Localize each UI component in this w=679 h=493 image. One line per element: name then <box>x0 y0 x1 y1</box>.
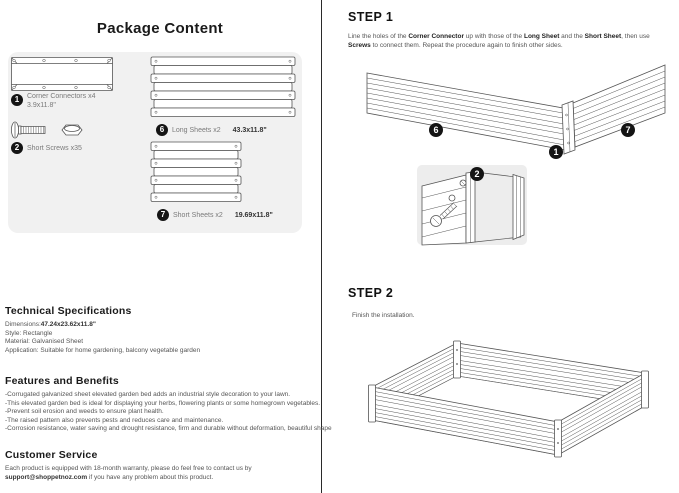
step1-label-long-sheet: 6 <box>429 123 443 137</box>
part-2-label <box>27 144 82 153</box>
spec-dimensions: Dimensions:47.24x23.62x11.8" <box>5 321 96 328</box>
part-7-badge: 7 <box>157 209 169 221</box>
part-1-name: Corner Connectors x4 <box>27 93 96 100</box>
support-email: support@shoppetnoz.com <box>5 473 88 481</box>
specs-heading: Technical Specifications <box>5 305 132 317</box>
corner-connector-diagram <box>10 55 114 93</box>
part-2-badge: 2 <box>11 142 23 154</box>
page-title: Package Content <box>96 20 224 37</box>
part-7-dim: 19.69x11.8" <box>234 212 273 219</box>
long-sheet-diagram <box>150 56 296 120</box>
feature-item: -Corrugated galvanized sheet elevated garden bed adds an industrial style decoration to your lawn. <box>5 391 291 398</box>
feature-item: -This elevated garden bed is ideal for displaying your herbs, flowering plants or some homegrown vegetables. <box>5 399 321 407</box>
step2-instructions: Finish the installation. <box>352 312 415 319</box>
part-7-name: Short Sheets x2 <box>173 212 223 219</box>
features-heading: Features and Benefits <box>5 375 119 387</box>
spec-application: Application: Suitable for home gardening, balcony vegetable garden <box>5 346 201 354</box>
part-1-label <box>27 92 95 110</box>
part-2-name: Short Screws x35 <box>27 145 82 152</box>
part-6-badge: 6 <box>156 124 168 136</box>
part-6-label <box>172 126 267 135</box>
part-6-name: Long Sheets x2 <box>172 127 221 134</box>
feature-item: -The raised pattern also prevents pests and reduces care and maintenance. <box>5 416 224 424</box>
part-6-dim: 43.3x11.8" <box>232 127 267 134</box>
feature-item: -Prevent soil erosion and weeds to ensure plant health. <box>5 408 164 416</box>
short-sheet-diagram <box>150 141 242 205</box>
step1-diagram <box>340 55 679 290</box>
step1-instructions: Line the holes of the Corner Connector up with those of the Long Sheet and the Short Sheet, then use Screws to connect them. Repeat the procedure again to finish other sides. <box>348 33 650 49</box>
package-content-box <box>8 52 302 233</box>
part-7-label <box>173 211 273 220</box>
service-heading: Customer Service <box>5 449 98 461</box>
feature-item: -Corrosion resistance, water saving and drought resistance, firm and durable without deformation, beautiful shape <box>5 425 332 433</box>
step1-label-corner-connector: 1 <box>549 145 563 159</box>
step1-label-short-sheet: 7 <box>621 123 635 137</box>
part-1-badge: 1 <box>11 94 23 106</box>
part-1-dim: 3.9x11.8" <box>27 102 56 109</box>
features-section <box>5 375 335 434</box>
spec-material: Material: Galvanised Sheet <box>5 338 84 346</box>
step2-diagram <box>340 330 679 493</box>
step1-heading: STEP 1 <box>348 10 394 24</box>
spec-style: Style: Rectangle <box>5 329 53 337</box>
technical-specifications-section <box>5 305 335 355</box>
service-text: Each product is equipped with 18-month warranty, please do feel free to contact us by support@shoppetnoz.com if you have any problem about this product. <box>5 465 252 481</box>
screw-diagram <box>10 118 96 142</box>
step2-heading: STEP 2 <box>348 286 394 300</box>
step1-label-screw: 2 <box>470 167 484 181</box>
customer-service-section <box>5 449 335 482</box>
